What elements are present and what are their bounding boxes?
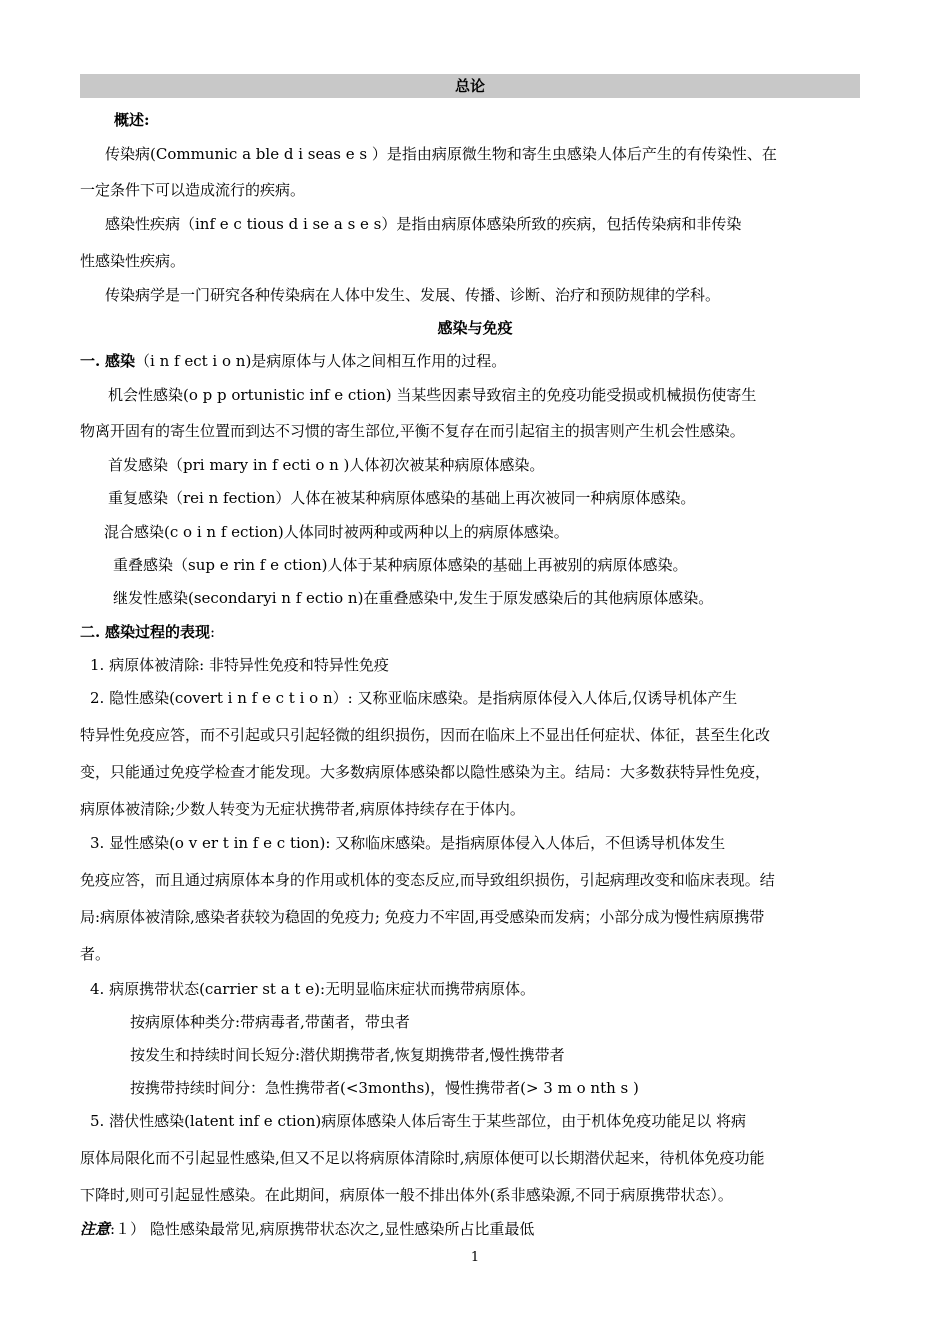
section-2-heading bbox=[80, 622, 215, 642]
opportunistic-infection-line-1: 机会性感染(o p p ortunistic inf e ction) 当某些因素导致宿主的免疫功能受损或机械损伤使寄生 bbox=[108, 386, 757, 404]
item-2-line-2: 特异性免疫应答，而不引起或只引起轻微的组织损伤，因而在临床上不显出任何症状、体征，甚至生化改 bbox=[80, 726, 771, 744]
item-5-line-3: 下降时,则可引起显性感染。在此期间，病原体一般不排出体外(系非感染源,不同于病原携带状态）。 bbox=[80, 1186, 733, 1204]
opportunistic-infection-line-2: 物离开固有的寄生位置而到达不习惯的寄生部位,平衡不复存在而引起宿主的损害则产生机会性感染。 bbox=[80, 422, 745, 440]
discipline-definition: 传染病学是一门研究各种传染病在人体中发生、发展、传播、诊断、治疗和预防规律的学科。 bbox=[105, 286, 721, 304]
item-4-sub-a: 按病原体种类分:带病毒者,带菌者，带虫者 bbox=[130, 1013, 410, 1031]
secondary-infection: 继发性感染(secondaryi n f ectio n)在重叠感染中,发生于原发感染后的其他病原体感染。 bbox=[113, 589, 714, 607]
item-2-line-3: 变，只能通过免疫学检查才能发现。大多数病原体感染都以隐性感染为主。结局：大多数获特异性免疫， bbox=[80, 763, 771, 781]
section-2-colon: : bbox=[210, 623, 216, 641]
page-number: 1 bbox=[470, 1250, 480, 1265]
note-text: :１） 隐性感染最常见,病原携带状态次之,显性感染所占比重最低 bbox=[110, 1220, 535, 1238]
infectious-definition-line-1: 感染性疾病（inf e c tious d i se a s e s）是指由病原体感染所致的疾病，包括传染病和非传染 bbox=[105, 215, 742, 233]
item-2-line-4: 病原体被清除;少数人转变为无症状携带者,病原体持续存在于体内。 bbox=[80, 800, 525, 818]
item-3-line-1: 3. 显性感染(o v er t in f e c tion): 又称临床感染。是指病原体侵入人体后，不但诱导机体发生 bbox=[90, 834, 726, 852]
item-5-line-2: 原体局限化而不引起显性感染,但又不足以将病原体清除时,病原体便可以长期潜伏起来，待机体免疫功能 bbox=[80, 1149, 765, 1167]
note-label: 注意 bbox=[80, 1220, 111, 1238]
section-title: 感染与免疫 bbox=[437, 319, 513, 337]
section-2-number: 二. bbox=[80, 623, 101, 641]
item-1: 1. 病原体被清除: 非特异性免疫和特异性免疫 bbox=[90, 656, 389, 674]
superinfection: 重叠感染（sup e rin f e ction)人体于某种病原体感染的基础上再被别的病原体感染。 bbox=[113, 556, 688, 574]
note bbox=[80, 1219, 534, 1239]
item-3-line-2: 免疫应答，而且通过病原体本身的作用或机体的变态反应,而导致组织损伤，引起病理改变和临床表现。结 bbox=[80, 871, 775, 889]
item-4-sub-b: 按发生和持续时间长短分:潜伏期携带者,恢复期携带者,慢性携带者 bbox=[130, 1046, 565, 1064]
section-1-heading bbox=[80, 351, 506, 371]
section-2-label: 感染过程的表现 bbox=[105, 623, 211, 641]
section-1-label: 感染 bbox=[105, 352, 136, 370]
infectious-definition-line-2: 性感染性疾病。 bbox=[80, 252, 186, 270]
overview-label: 概述: bbox=[114, 111, 150, 129]
reinfection: 重复感染（rei n fection）人体在被某种病原体感染的基础上再次被同一种病原体感染。 bbox=[108, 489, 696, 507]
primary-infection: 首发感染（pri mary in f ecti o n )人体初次被某种病原体感染。 bbox=[108, 456, 545, 474]
document-title: 总论 bbox=[80, 74, 860, 98]
section-1-text: （i n f ect i o n)是病原体与人体之间相互作用的过程。 bbox=[135, 352, 507, 370]
section-1-number: 一. bbox=[80, 352, 101, 370]
coinfection: 混合感染(c o i n f ection)人体同时被两种或两种以上的病原体感染。 bbox=[104, 523, 569, 541]
communicable-definition-line-2: 一定条件下可以造成流行的疾病。 bbox=[80, 181, 306, 199]
communicable-definition-line-1: 传染病(Communic a ble d i seas e s ）是指由病原微生物和寄生虫感染人体后产生的有传染性、在 bbox=[105, 145, 777, 163]
item-5-line-1: 5. 潜伏性感染(latent inf e ction)病原体感染人体后寄生于某些部位，由于机体免疫功能足以 将病 bbox=[90, 1112, 746, 1130]
item-3-line-3: 局:病原体被清除,感染者获较为稳固的免疫力; 免疫力不牢固,再受感染而发病；小部分成为慢性病原携带 bbox=[80, 908, 765, 926]
item-2-line-1: 2. 隐性感染(covert i n f e c t i o n）: 又称亚临床感染。是指病原体侵入人体后,仅诱导机体产生 bbox=[90, 689, 738, 707]
item-4-sub-c: 按携带持续时间分：急性携带者(<3months)，慢性携带者(> 3 m o nth s ) bbox=[130, 1079, 639, 1097]
item-3-line-4: 者。 bbox=[80, 945, 111, 963]
item-4: 4. 病原携带状态(carrier st a t e):无明显临床症状而携带病原体。 bbox=[90, 980, 536, 998]
